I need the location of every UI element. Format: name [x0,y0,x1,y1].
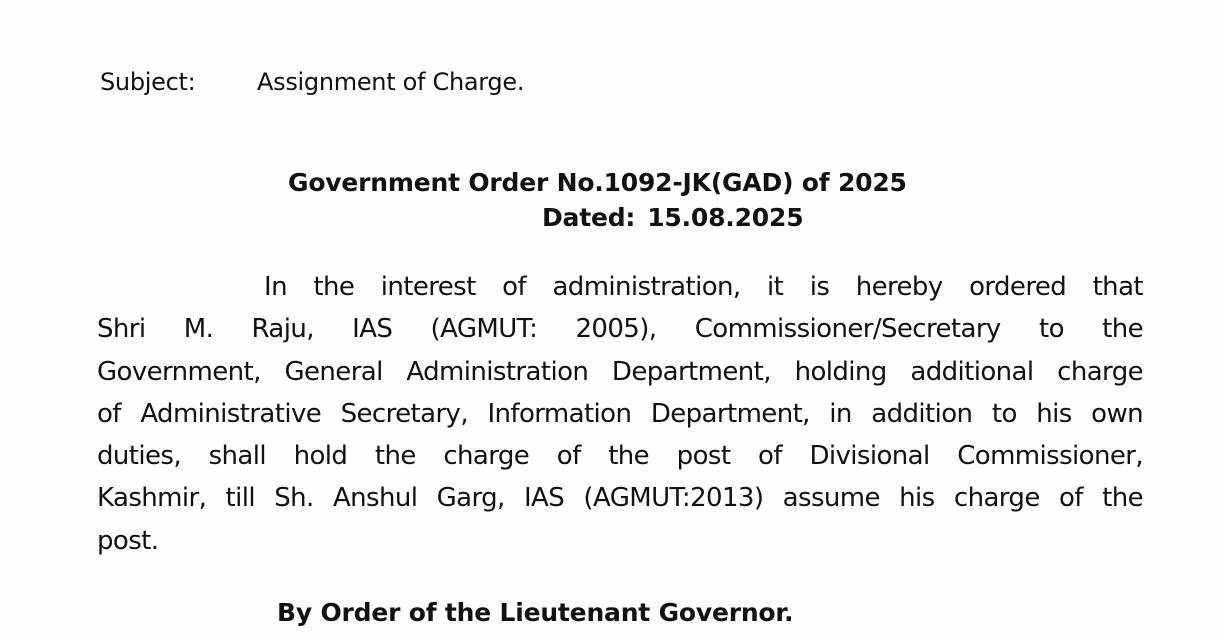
subject-line [100,68,524,96]
body-line: Kashmir, till Sh. Anshul Garg, IAS (AGMUT:2013) assume his charge of the [97,483,1143,514]
body-line: Shri M. Raju, IAS (AGMUT: 2005), Commissioner/Secretary to the [97,314,1143,345]
order-body [97,266,1143,562]
order-date [542,203,803,232]
subject-label: Subject: [100,68,196,96]
subject-value: Assignment of Charge. [257,68,525,96]
body-line: duties, shall hold the charge of the post of Divisional Commissioner, [97,441,1143,472]
body-line: In the interest of administration, it is hereby ordered that [264,272,1143,302]
order-heading: Government Order No.1092-JK(GAD) of 2025 [288,168,907,197]
order-date-label: Dated: [542,203,636,232]
body-line: post. [97,525,159,556]
order-date-value: 15.08.2025 [647,203,804,232]
body-line: Government, General Administration Department, holding additional charge [97,356,1143,387]
closing-authority: By Order of the Lieutenant Governor. [277,598,794,627]
body-line: of Administrative Secretary, Information Department, in addition to his own [97,398,1143,429]
